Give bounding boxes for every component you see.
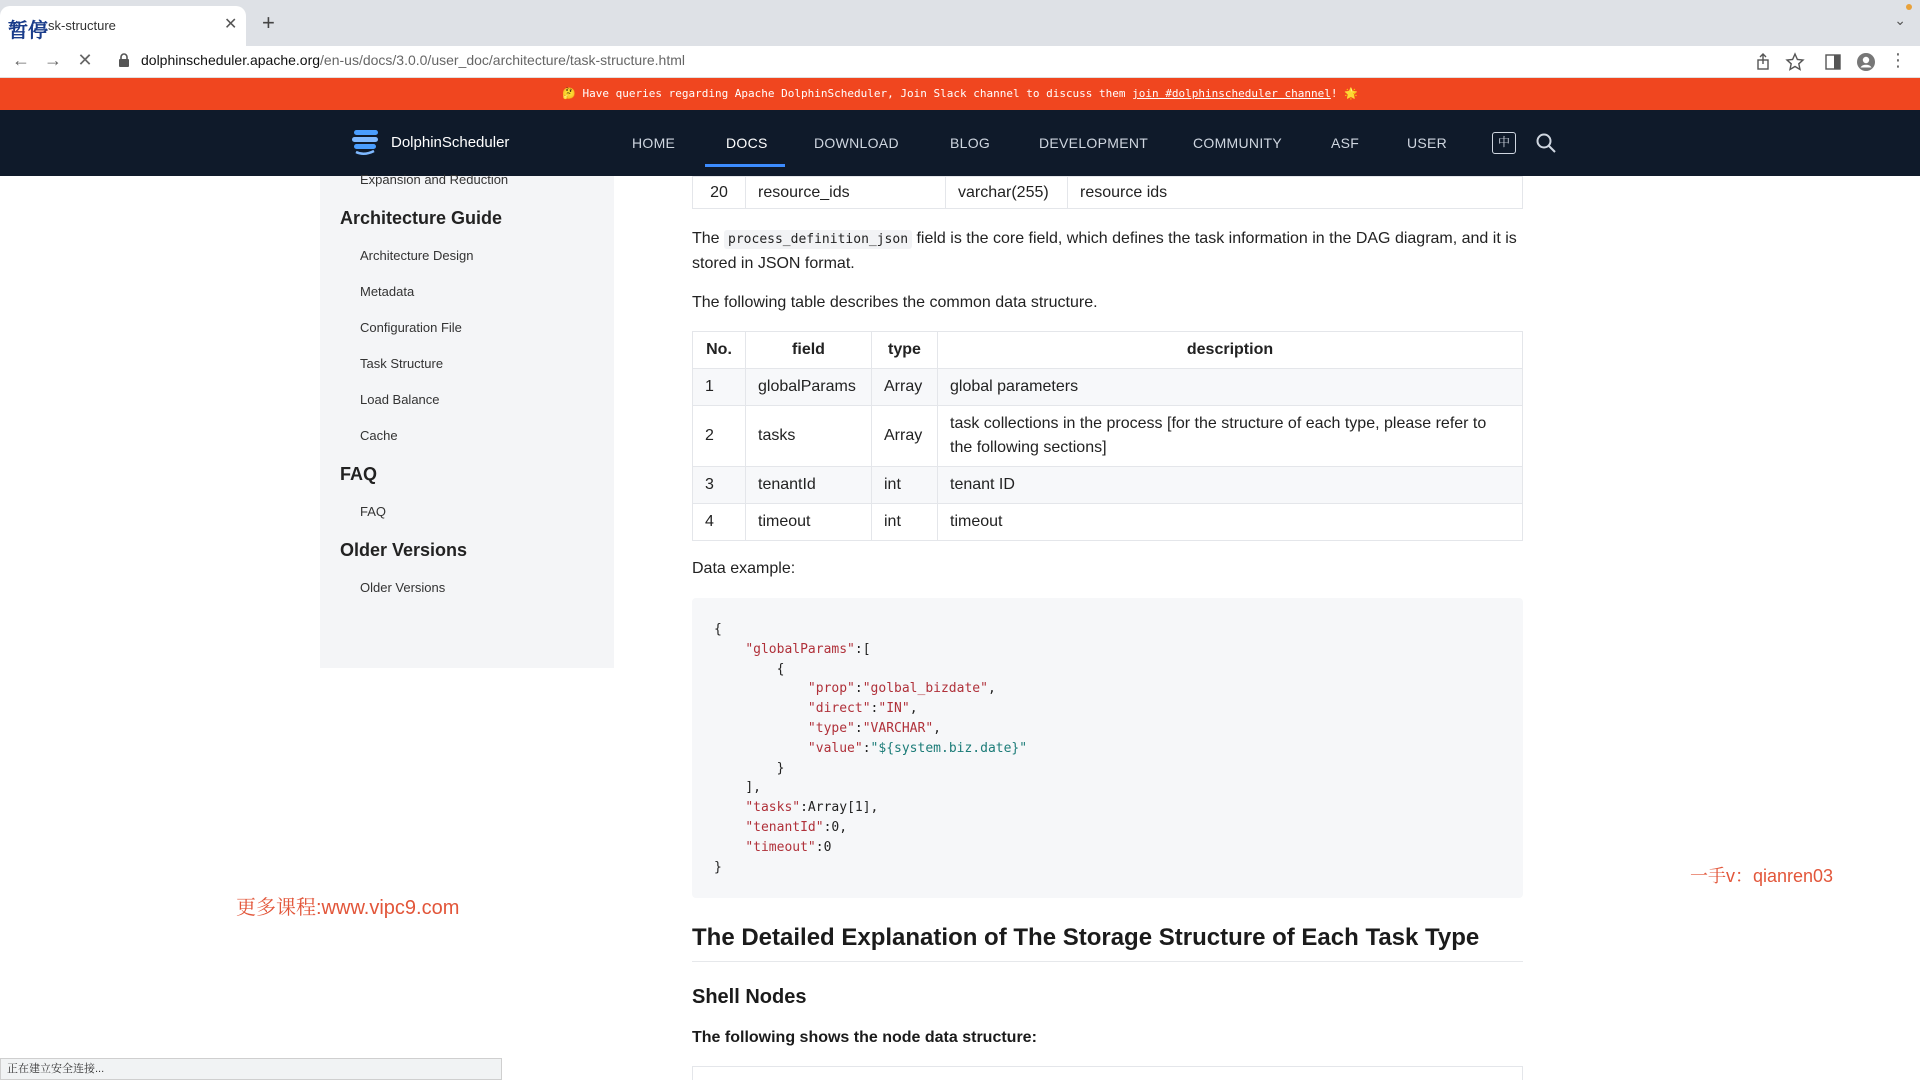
table-cell: tasks [746, 406, 872, 467]
sidebar-item-cache[interactable]: Cache [360, 428, 398, 443]
data-structure-table [692, 331, 1523, 541]
table-cell: 1 [693, 369, 746, 406]
table-cell: resource ids [1068, 177, 1523, 209]
code-content: { "globalParams":[ { "prop":"golbal_bizdate", "direct":"IN", "type":"VARCHAR", "value":"${system.biz.date}" } ], "tasks":Array[1], "tenantId":0, "timeout":0 } [714, 622, 1028, 875]
node-structure-table-top [692, 1066, 1523, 1080]
sidebar-item-load-balance[interactable]: Load Balance [360, 392, 440, 407]
dolphinscheduler-logo-icon[interactable] [350, 126, 382, 158]
table-cell: 3 [693, 467, 746, 504]
table-cell: tenantId [746, 467, 872, 504]
table-header-row [693, 332, 1523, 369]
banner-text: 🤔 Have queries regarding Apache DolphinScheduler, Join Slack channel to discuss them [562, 87, 1133, 100]
sidebar-item-architecture-design[interactable]: Architecture Design [360, 248, 474, 263]
sidebar-item-older-versions[interactable]: Older Versions [360, 580, 446, 595]
data-example-label: Data example: [692, 560, 796, 577]
table-row [693, 369, 1523, 406]
table-row [693, 177, 1523, 209]
inline-code: process_definition_json [724, 230, 912, 249]
close-tab-icon[interactable]: ✕ [224, 16, 238, 33]
table-cell: int [872, 504, 938, 541]
table-cell: 20 [693, 177, 746, 209]
table-cell: int [872, 467, 938, 504]
forward-icon[interactable]: → [44, 50, 62, 70]
heading-divider [692, 961, 1523, 962]
notification-dot-icon [1906, 4, 1912, 10]
table-row [693, 504, 1523, 541]
table-header: type [872, 332, 938, 369]
nav-docs[interactable]: DOCS [726, 135, 768, 151]
new-tab-icon[interactable]: + [262, 10, 275, 35]
announcement-banner [0, 78, 1920, 110]
browser-tab[interactable] [0, 6, 246, 46]
side-panel-icon[interactable] [1822, 51, 1844, 73]
section-heading: The Detailed Explanation of The Storage Structure of Each Task Type [692, 924, 1480, 951]
browser-menu-icon[interactable]: ⋮ [1889, 50, 1907, 70]
table-cell: timeout [746, 504, 872, 541]
table-cell: tenant ID [938, 467, 1523, 504]
sidebar-item-faq[interactable]: FAQ [360, 504, 387, 519]
browser-tab-bar [0, 0, 1920, 46]
profile-icon[interactable] [1855, 51, 1877, 73]
nav-asf[interactable]: ASF [1331, 135, 1360, 151]
pause-overlay-text: 暂停 [8, 20, 48, 42]
language-toggle[interactable]: 中 [1492, 132, 1516, 154]
banner-slack-link[interactable]: join #dolphinscheduler channel [1132, 87, 1331, 100]
watermark-left: 更多课程:www.vipc9.com [236, 897, 460, 919]
lock-icon[interactable] [118, 53, 130, 67]
table-cell: varchar(255) [946, 177, 1068, 209]
table-cell: Array [872, 406, 938, 467]
address-bar [0, 46, 1920, 78]
back-icon[interactable]: ← [12, 50, 30, 70]
sidebar-item-configuration-file[interactable]: Configuration File [360, 320, 462, 335]
nav-user[interactable]: USER [1407, 135, 1448, 151]
docs-sidebar [320, 172, 614, 668]
table-row [693, 467, 1523, 504]
table-row [693, 406, 1523, 467]
paragraph-table-intro: The following table describes the common data structure. [692, 294, 1098, 311]
browser-status-bar: 正在建立安全连接... [0, 1058, 502, 1080]
nav-community[interactable]: COMMUNITY [1193, 135, 1283, 151]
stop-loading-icon[interactable]: ✕ [77, 50, 93, 70]
previous-table [692, 176, 1523, 209]
sidebar-item-task-structure[interactable]: Task Structure [360, 356, 444, 371]
tab-search-chevron-icon[interactable]: ⌄ [1894, 12, 1906, 28]
site-header [0, 110, 1920, 176]
table-cell: globalParams [746, 369, 872, 406]
table-cell: global parameters [938, 369, 1523, 406]
sidebar-section-architecture-guide[interactable]: Architecture Guide [340, 208, 503, 228]
tab-title: sk-structure [48, 18, 116, 33]
code-block[interactable] [692, 598, 1523, 898]
table-cell: 4 [693, 504, 746, 541]
table-cell: task collections in the process [for the structure of each type, please refer to the following sections] [938, 406, 1523, 467]
sidebar-section-older-versions[interactable]: Older Versions [340, 540, 468, 560]
subsection-heading-shell-nodes: Shell Nodes [692, 986, 807, 1008]
nav-home[interactable]: HOME [632, 135, 676, 151]
bookmark-star-icon[interactable] [1784, 51, 1806, 73]
table-header: description [938, 332, 1523, 369]
sidebar-item-expansion[interactable]: Expansion and Reduction [360, 172, 509, 187]
table-cell: timeout [938, 504, 1523, 541]
table-header: field [746, 332, 872, 369]
table-header: No. [693, 332, 746, 369]
banner-suffix: ! 🌟 [1330, 87, 1358, 100]
nav-blog[interactable]: BLOG [950, 135, 991, 151]
table-cell: 2 [693, 406, 746, 467]
node-structure-intro: The following shows the node data structure: [692, 1029, 1037, 1046]
paragraph-json-field: The process_definition_json field is the core field, which defines the task information in the DAG diagram, and it is stored in JSON format. [692, 230, 1517, 272]
nav-active-indicator [705, 164, 785, 167]
logo-text[interactable]: DolphinScheduler [391, 134, 510, 151]
table-cell: resource_ids [746, 177, 946, 209]
sidebar-item-metadata[interactable]: Metadata [360, 284, 415, 299]
share-icon[interactable] [1752, 51, 1774, 73]
search-icon[interactable] [1535, 132, 1557, 154]
sidebar-section-faq[interactable]: FAQ [340, 464, 378, 484]
nav-download[interactable]: DOWNLOAD [814, 135, 899, 151]
table-cell: Array [872, 369, 938, 406]
nav-development[interactable]: DEVELOPMENT [1039, 135, 1149, 151]
url-field[interactable]: dolphinscheduler.apache.org/en-us/docs/3.0.0/user_doc/architecture/task-structure.html [141, 52, 685, 68]
watermark-right: 一手v：qianren03 [1690, 866, 1834, 886]
